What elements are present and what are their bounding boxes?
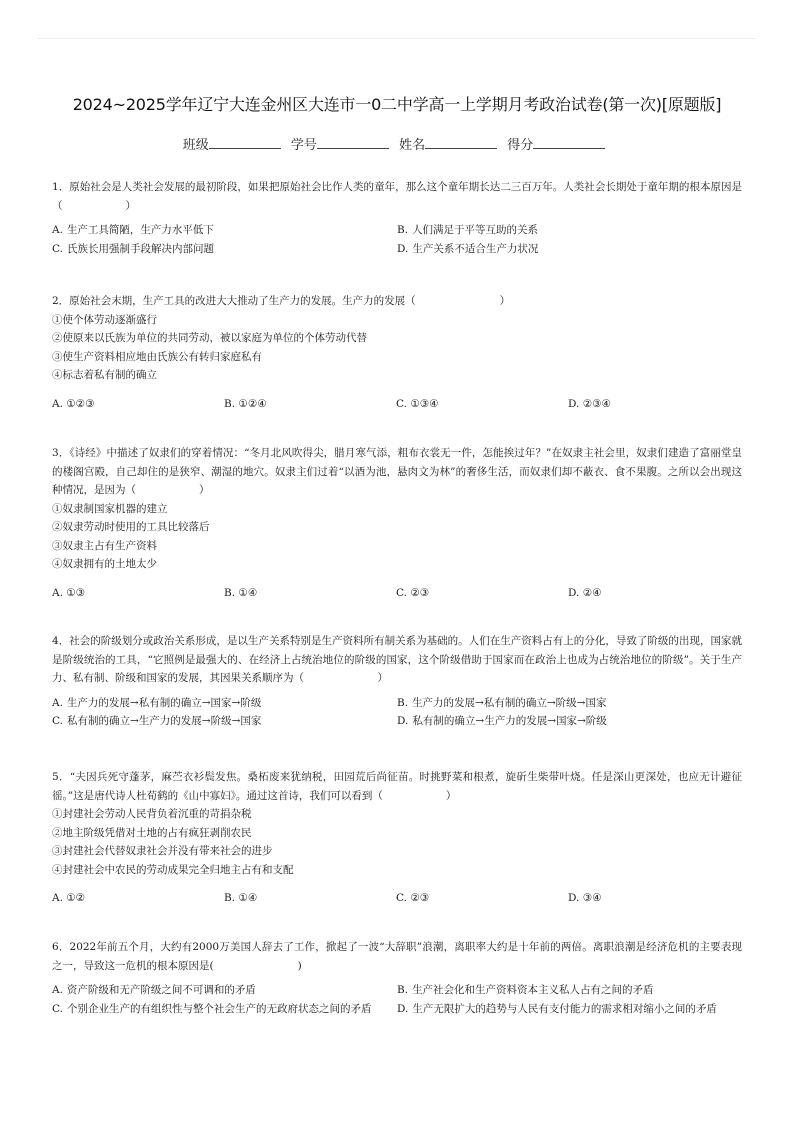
option-b[interactable]: B. ①②④ (224, 397, 267, 410)
statement-2: ②地主阶级凭借对土地的占有疯狂剥削农民 (52, 826, 252, 839)
option-b[interactable]: B. 生产力的发展→私有制的确立→阶级→国家 (397, 696, 607, 709)
question-6 (52, 938, 742, 1018)
option-b[interactable]: B. 生产社会化和生产资料资本主义私人占有之间的矛盾 (397, 984, 654, 996)
question-3 (52, 444, 742, 602)
option-b[interactable]: B. ①④ (224, 586, 258, 599)
statement-1: ①奴隶制国家机器的建立 (52, 502, 168, 515)
option-c[interactable]: C. 氏族长用强制手段解决内部问题 (52, 242, 214, 255)
option-d[interactable]: D. ②④ (568, 586, 602, 599)
statement-4: ④封建社会中农民的劳动成果完全归地主占有和支配 (52, 863, 294, 876)
info-score: 得分 (507, 134, 611, 153)
info-student-id: 学号 (291, 134, 395, 153)
options (52, 221, 742, 258)
class-blank[interactable] (209, 135, 281, 149)
question-stem: 5．“夫因兵死守蓬茅，麻苎衣衫鬓发焦。桑柘废来犹纳税，田园荒后尚征苗。时挑野菜和根煮，旋斫生柴带叶烧。任是深山更深处，也应无计避征徭。”这是唐代诗人杜荀鹤的《山中寡妇》。通过这首诗，我们可以看到（ ） (52, 771, 742, 802)
question-4 (52, 632, 742, 731)
question-stem: 3．《诗经》中描述了奴隶们的穿着情况：“冬月北风吹得尖，腊月寒气添，粗布衣裳无一件，怎能挨过年？”在奴隶主社会里，奴隶们建造了富丽堂皇的楼阁宫殿，自己却住的是狭窄、潮湿的地穴。奴隶主们过着“以酒为池，悬肉文为林”的奢侈生活，而奴隶们却不蔽衣、食不果腹。之所以会出现这种情况，是因为（ ） (52, 447, 742, 496)
option-c[interactable]: C. 私有制的确立→生产力的发展→阶级→国家 (52, 715, 262, 727)
question-stem: 1．原始社会是人类社会发展的最初阶段，如果把原始社会比作人类的童年，那么这个童年期长达二三百万年。人类社会长期处于童年期的根本原因是（ ） (52, 181, 742, 212)
student-info-row (0, 134, 794, 153)
question-stem: 2．原始社会末期，生产工具的改进大大推动了生产力的发展。生产力的发展（ ） (52, 295, 511, 307)
statement-2: ②奴隶劳动时使用的工具比较落后 (52, 521, 210, 533)
options (52, 584, 742, 603)
option-b[interactable]: B. 人们满足于平等互助的关系 (397, 224, 539, 236)
options (52, 694, 742, 731)
statement-1: ①使个体劳动逐渐盛行 (52, 313, 157, 326)
option-a[interactable]: A. 生产工具简陋，生产力水平低下 (52, 224, 214, 236)
option-d[interactable]: D. 私有制的确立→生产力的发展→国家→阶级 (397, 715, 607, 727)
statement-1: ①封建社会劳动人民背负着沉重的苛捐杂税 (52, 808, 252, 820)
option-a[interactable]: A. 生产力的发展→私有制的确立→国家→阶级 (52, 696, 262, 709)
name-blank[interactable] (425, 135, 497, 149)
question-1 (52, 178, 742, 258)
options (52, 395, 742, 414)
question-stem: 4．社会的阶级划分或政治关系形成，是以生产关系特别是生产资料所有制关系为基础的。人们在生产资料占有上的分化，导致了阶级的出现，国家就是阶级统治的工具，“它照例是最强大的、在经济上占统治地位的阶级的国家，这个阶级借助于国家而在政治上也成为占统治地位的阶级”。关于生产力、私有制、阶级和国家的发展，其因果关系顺序为（ ） (52, 635, 742, 684)
info-name: 姓名 (399, 134, 503, 153)
header-rule (38, 38, 756, 39)
options (52, 981, 742, 1018)
option-c[interactable]: C. ②③ (396, 892, 430, 904)
statement-4: ④标志着私有制的确立 (52, 369, 157, 381)
option-c[interactable]: C. 个别企业生产的有组织性与整个社会生产的无政府状态之间的矛盾 (52, 1002, 372, 1015)
option-d[interactable]: D. ②③④ (568, 397, 611, 410)
option-d[interactable]: D. 生产无限扩大的趋势与人民有支付能力的需求相对缩小之间的矛盾 (397, 1002, 717, 1015)
option-d[interactable]: D. ③④ (568, 892, 602, 904)
option-a[interactable]: A. ①② (52, 892, 86, 904)
option-a[interactable]: A. ①②③ (52, 397, 95, 410)
option-b[interactable]: B. ①④ (224, 892, 258, 904)
score-blank[interactable] (533, 135, 605, 149)
page-title: 2024~2025学年辽宁大连金州区大连市一0二中学高一上学期月考政治试卷(第一次)[原题版] (72, 95, 722, 114)
question-2 (52, 292, 742, 413)
option-d[interactable]: D. 生产关系不适合生产力状况 (397, 242, 539, 255)
option-a[interactable]: A. 资产阶级和无产阶级之间不可调和的矛盾 (52, 984, 256, 996)
statement-3: ③封建社会代替奴隶社会并没有带来社会的进步 (52, 845, 273, 857)
student-id-blank[interactable] (317, 135, 389, 149)
option-a[interactable]: A. ①③ (52, 586, 86, 599)
info-class: 班级 (183, 134, 287, 153)
statement-3: ③奴隶主占有生产资料 (52, 539, 157, 552)
option-c[interactable]: C. ②③ (396, 586, 430, 599)
option-c[interactable]: C. ①③④ (396, 397, 439, 410)
statement-3: ③使生产资料相应地由氏族公有转归家庭私有 (52, 350, 262, 363)
question-stem: 6．2022年前五个月，大约有2000万美国人辞去了工作，掀起了一波“大辞职”浪潮，离职率大约是十年前的两倍。离职浪潮是经济危机的主要表现之一，导致这一危机的根本原因是( ) (52, 941, 742, 972)
question-5 (52, 768, 742, 908)
options (52, 889, 742, 908)
statement-2: ②使原来以氏族为单位的共同劳动，被以家庭为单位的个体劳动代替 (52, 332, 367, 344)
statement-4: ④奴隶拥有的土地太少 (52, 558, 157, 570)
